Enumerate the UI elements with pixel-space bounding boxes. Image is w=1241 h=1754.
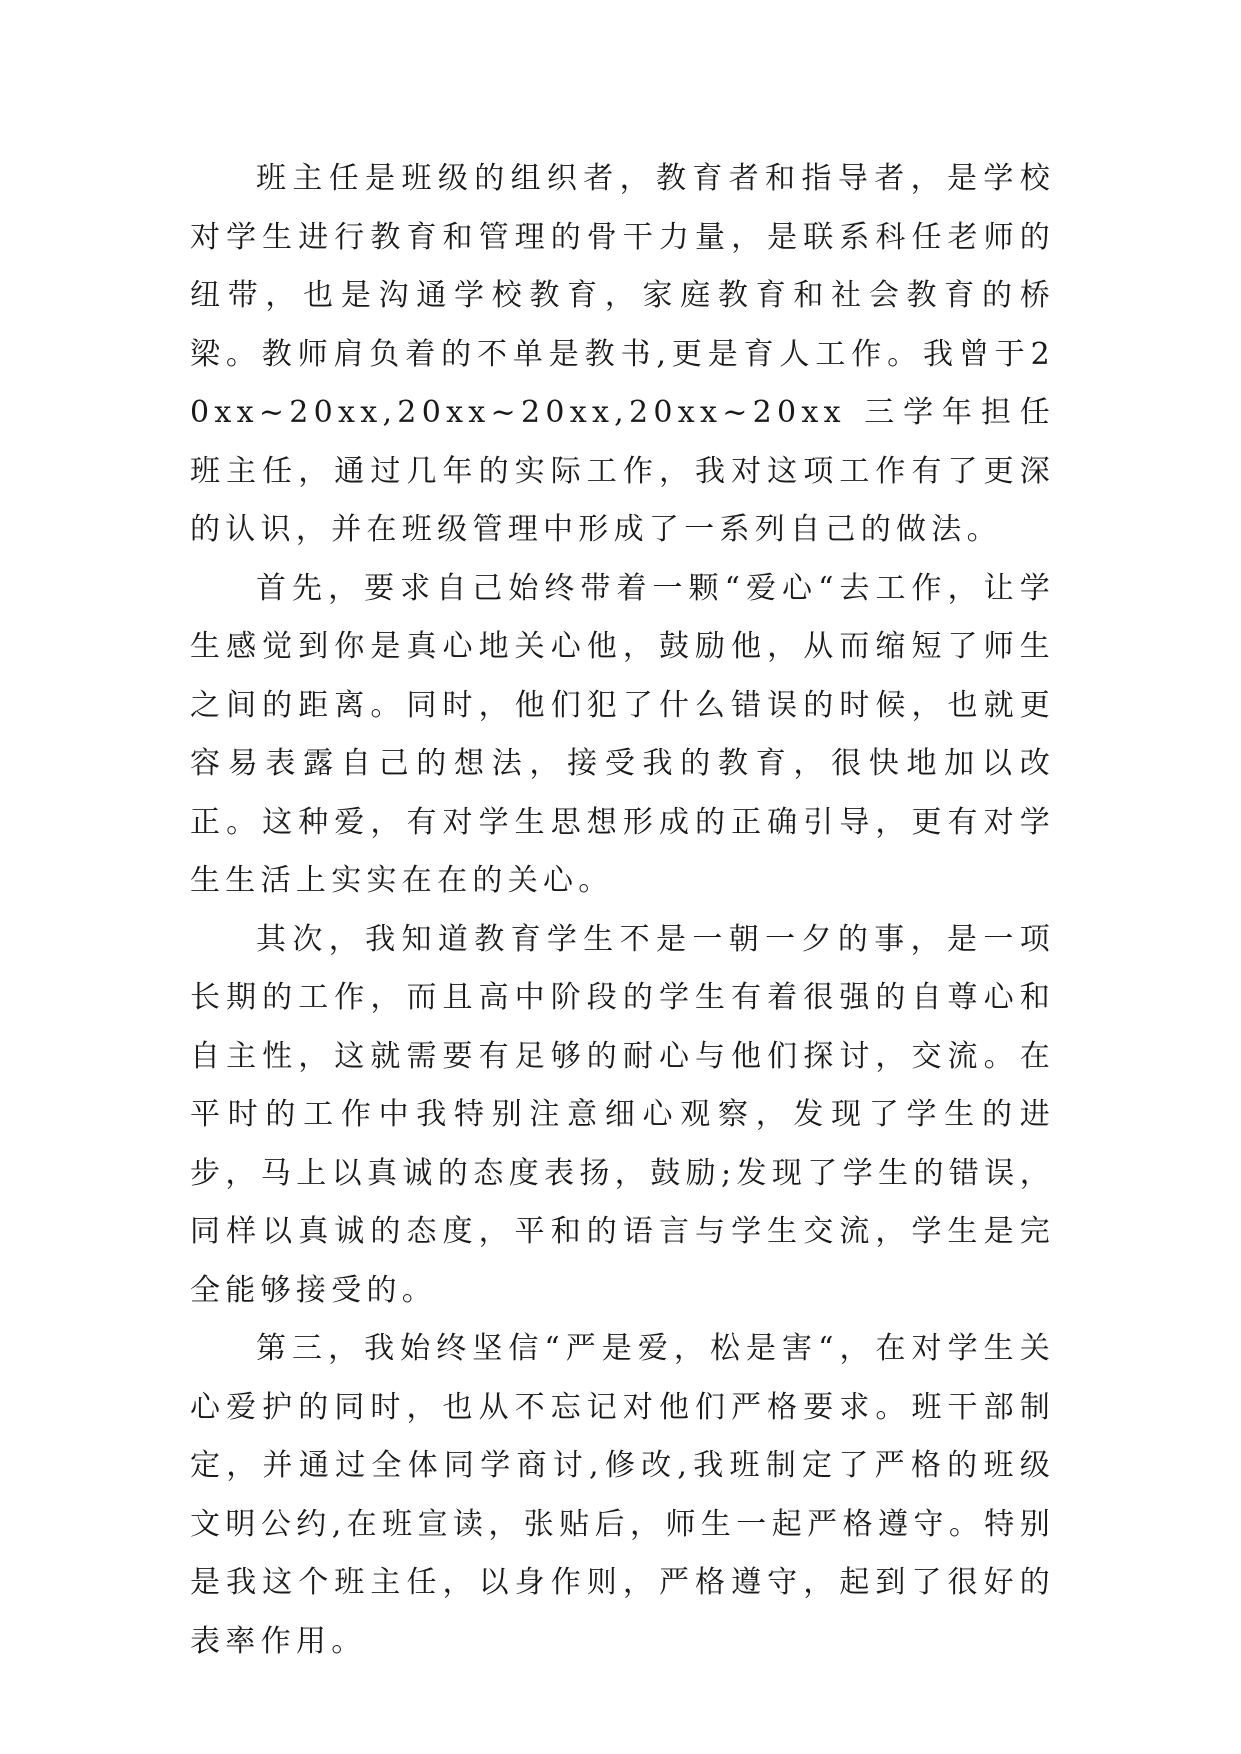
paragraph-third-point: 第三，我始终坚信“严是爱，松是害“，在对学生关心爱护的同时，也从不忘记对他们严格要求。班干部制定，并通过全体同学商讨,修改,我班制定了严格的班级文明公约,在班宣读，张贴后，师生一起严格遵守。特别是我这个班主任，以身作则，严格遵守，起到了很好的表率作用。 xyxy=(190,1331,1055,1659)
paragraph-second-point: 其次，我知道教育学生不是一朝一夕的事，是一项长期的工作，而且高中阶段的学生有着很强的自尊心和自主性，这就需要有足够的耐心与他们探讨，交流。在平时的工作中我特别注意细心观察，发现了学生的进步，马上以真诚的态度表扬，鼓励;发现了学生的错误，同样以真诚的态度，平和的语言与学生交流，学生是完全能够接受的。 xyxy=(190,921,1055,1308)
paragraph-intro: 班主任是班级的组织者，教育者和指导者，是学校对学生进行教育和管理的骨干力量，是联系科任老师的纽带，也是沟通学校教育，家庭教育和社会教育的桥梁。教师肩负着的不单是教书,更是育人工作。我曾于20xx~20xx,20xx~20xx,20xx~20xx 三学年担任班主任，通过几年的实际工作，我对这项工作有了更深的认识，并在班级管理中形成了一系列自己的做法。 xyxy=(190,161,1055,547)
paragraph-first-point: 首先，要求自己始终带着一颗“爱心“去工作，让学生感觉到你是真心地关心他，鼓励他，从而缩短了师生之间的距离。同时，他们犯了什么错误的时候，也就更容易表露自己的想法，接受我的教育，很快地加以改正。这种爱，有对学生思想形成的正确引导，更有对学生生活上实实在在的关心。 xyxy=(190,570,1055,898)
document-body xyxy=(190,150,1055,1671)
